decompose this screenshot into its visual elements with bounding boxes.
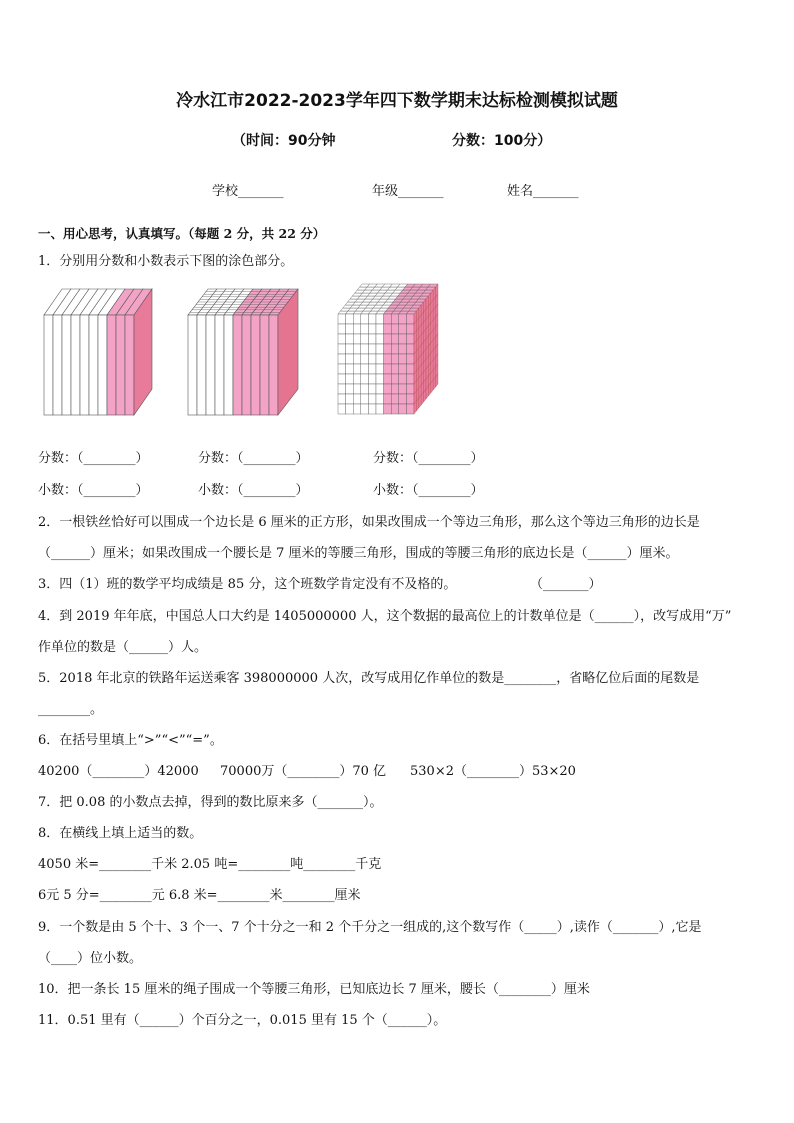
cube-front-cell: [353, 394, 361, 404]
cube-front-cell: [361, 314, 369, 324]
question-6: 6．在括号里填上“>”“<”“=”。: [38, 733, 223, 748]
cube-front-cell: [346, 374, 354, 384]
cube-front-cell: [391, 324, 399, 334]
question-4-line-2[interactable]: 作单位的数是（______）人。: [38, 640, 208, 655]
cube-front-cell: [399, 364, 407, 374]
cube-front-cell: [384, 354, 392, 364]
cube-front-cell: [406, 314, 414, 324]
column-cell: [215, 315, 224, 415]
cube-front-cell: [391, 344, 399, 354]
column-cell: [62, 315, 71, 415]
cube-front-cell: [406, 324, 414, 334]
column-cell: [188, 315, 197, 415]
cube-front-cell: [399, 314, 407, 324]
cube-front-cell: [353, 314, 361, 324]
column-cell: [98, 315, 107, 415]
column-cell: [260, 315, 269, 415]
cube-front-cell: [361, 364, 369, 374]
question-11[interactable]: 11．0.51 里有（______）个百分之一，0.015 里有 15 个（______）。: [38, 1013, 447, 1028]
cube-front-cell: [406, 364, 414, 374]
cube-front-cell: [346, 314, 354, 324]
cube-front-cell: [376, 314, 384, 324]
question-6-item-1[interactable]: 40200（________）42000: [38, 764, 199, 779]
cube-front-cell: [399, 404, 407, 414]
cube-front-cell: [353, 404, 361, 414]
cube-front-cell: [361, 404, 369, 414]
cube-front-cell: [406, 404, 414, 414]
cube-front-cell: [353, 364, 361, 374]
cube-front-cell: [346, 364, 354, 374]
cube-front-cell: [346, 354, 354, 364]
column-cell: [44, 315, 53, 415]
question-3-answer[interactable]: （_______）: [530, 577, 602, 592]
question-3: 3．四（1）班的数学平均成绩是 85 分，这个班数学肯定没有不及格的。: [38, 577, 457, 592]
column-cell: [80, 315, 89, 415]
cube-front-cell: [368, 364, 376, 374]
cube-front-cell: [391, 364, 399, 374]
cube-front-cell: [391, 394, 399, 404]
question-2-line-1: 2．一根铁丝恰好可以围成一个边长是 6 厘米的正方形，如果改围成一个等边三角形，那么这个等边三角形的边长是: [38, 515, 700, 530]
question-7[interactable]: 7．把 0.08 的小数点去掉，得到的数比原来多（_______）。: [38, 795, 383, 810]
column-cell: [125, 315, 134, 415]
cube-front-cell: [361, 374, 369, 384]
cube-front-cell: [391, 354, 399, 364]
cube-front-cell: [353, 384, 361, 394]
cube-front-cell: [384, 404, 392, 414]
cube-front-cell: [368, 324, 376, 334]
column-cell: [224, 315, 233, 415]
question-8: 8．在横线上填上适当的数。: [38, 826, 203, 841]
cube-front-cell: [406, 394, 414, 404]
cube-front-cell: [406, 344, 414, 354]
cube-front-cell: [399, 394, 407, 404]
cube-front-cell: [338, 364, 346, 374]
cube-front-cell: [346, 394, 354, 404]
school-field[interactable]: 学校_______: [212, 184, 284, 199]
question-8-line-1[interactable]: 4050 米=________千米 2.05 吨=________吨________千克: [38, 857, 382, 872]
column-cell: [251, 315, 260, 415]
cube-front-cell: [406, 374, 414, 384]
column-cell: [116, 315, 125, 415]
cube-front-cell: [368, 374, 376, 384]
decimal-answer-2[interactable]: 小数：（________）: [198, 483, 309, 498]
cube-front-cell: [391, 384, 399, 394]
cube-front-cell: [376, 354, 384, 364]
cube-front-cell: [384, 394, 392, 404]
question-9-line-2[interactable]: （____）位小数。: [38, 951, 143, 966]
cube-front-cell: [346, 334, 354, 344]
cube-front-cell: [391, 404, 399, 414]
exam-time: （时间：90分钟: [232, 133, 336, 149]
cube-front-cell: [368, 344, 376, 354]
question-6-item-3[interactable]: 530×2（________）53×20: [410, 764, 576, 779]
cube-front-cell: [361, 344, 369, 354]
cube-front-cell: [361, 384, 369, 394]
question-1: 1．分别用分数和小数表示下图的涂色部分。: [38, 254, 294, 269]
cube-front-cell: [361, 334, 369, 344]
figure-3-thousandths: [334, 280, 444, 420]
question-6-item-2[interactable]: 70000万（________）70 亿: [220, 764, 387, 779]
cube-front-cell: [353, 374, 361, 384]
column-cell: [233, 315, 242, 415]
cube-front-cell: [368, 404, 376, 414]
name-field[interactable]: 姓名_______: [507, 184, 579, 199]
cube-front-cell: [361, 354, 369, 364]
cube-front-cell: [338, 324, 346, 334]
column-cell: [107, 315, 116, 415]
cube-front-cell: [346, 384, 354, 394]
cube-front-cell: [384, 344, 392, 354]
cube-front-cell: [399, 374, 407, 384]
page-title: 冷水江市2022-2023学年四下数学期末达标检测模拟试题: [176, 91, 618, 111]
cube-front-cell: [353, 344, 361, 354]
cube-front-cell: [353, 354, 361, 364]
column-cell: [71, 315, 80, 415]
cube-front-cell: [384, 314, 392, 324]
cube-front-cell: [384, 324, 392, 334]
cube-front-cell: [384, 364, 392, 374]
question-4-line-1[interactable]: 4．到 2019 年年底，中国总人口大约是 1405000000 人，这个数据的最高位上的计数单位是（______），改写成用“万”: [38, 609, 732, 624]
decimal-answer-1[interactable]: 小数：（________）: [38, 483, 149, 498]
question-5-line-1[interactable]: 5．2018 年北京的铁路年运送乘客 398000000 人次，改写成用亿作单位的数是________，省略亿位后面的尾数是: [38, 671, 700, 686]
cube-front-cell: [391, 334, 399, 344]
fraction-answer-3[interactable]: 分数：（________）: [373, 451, 484, 466]
cube-front-cell: [338, 334, 346, 344]
cube-front-cell: [399, 334, 407, 344]
section-heading: 一、用心思考，认真填写。（每题 2 分，共 22 分）: [38, 226, 326, 241]
column-cell: [242, 315, 251, 415]
cube-front-cell: [338, 314, 346, 324]
cube-front-cell: [376, 374, 384, 384]
cube-front-cell: [368, 334, 376, 344]
cube-front-cell: [384, 384, 392, 394]
cube-front-cell: [368, 354, 376, 364]
column-cell: [89, 315, 98, 415]
cube-front-cell: [338, 394, 346, 404]
fraction-answer-1[interactable]: 分数：（________）: [38, 451, 149, 466]
column-cell: [197, 315, 206, 415]
cube-front-cell: [399, 384, 407, 394]
figure-1-tenths: [40, 285, 160, 420]
figure-2-hundredths: [184, 285, 304, 420]
cube-front-cell: [353, 324, 361, 334]
cube-front-cell: [376, 324, 384, 334]
cube-front-cell: [384, 374, 392, 384]
fraction-answer-2[interactable]: 分数：（________）: [198, 451, 309, 466]
cube-front-cell: [399, 324, 407, 334]
grade-field[interactable]: 年级_______: [372, 184, 444, 199]
question-5-line-2[interactable]: ________。: [38, 702, 104, 717]
cube-front-cell: [391, 314, 399, 324]
cube-front-cell: [406, 384, 414, 394]
question-9-line-1[interactable]: 9．一个数是由 5 个十、3 个一、7 个十分之一和 2 个千分之一组成的,这个数写作（_____）,读作（_______）,它是: [38, 920, 702, 935]
cube-front-cell: [368, 394, 376, 404]
column-cell: [53, 315, 62, 415]
column-cell: [206, 315, 215, 415]
cube-front-cell: [338, 404, 346, 414]
cube-front-cell: [361, 324, 369, 334]
cube-front-cell: [376, 404, 384, 414]
cube-front-cell: [361, 394, 369, 404]
cube-front-cell: [406, 354, 414, 364]
cube-front-cell: [353, 334, 361, 344]
cube-front-cell: [376, 344, 384, 354]
cube-front-cell: [399, 344, 407, 354]
cube-front-cell: [368, 314, 376, 324]
cube-front-cell: [338, 384, 346, 394]
cube-front-cell: [376, 364, 384, 374]
cube-front-cell: [368, 384, 376, 394]
cube-front-cell: [346, 404, 354, 414]
exam-score: 分数：100分）: [452, 133, 552, 149]
cube-front-cell: [376, 394, 384, 404]
cube-front-cell: [399, 354, 407, 364]
question-10[interactable]: 10．把一条长 15 厘米的绳子围成一个等腰三角形，已知底边长 7 厘米，腰长（________）厘米: [38, 982, 590, 997]
cube-front-cell: [376, 334, 384, 344]
cube-front-cell: [338, 354, 346, 364]
question-2-line-2[interactable]: （______）厘米；如果改围成一个腰长是 7 厘米的等腰三角形，围成的等腰三角形的底边长是（______）厘米。: [38, 546, 679, 561]
cube-front-cell: [384, 334, 392, 344]
cube-front-cell: [338, 374, 346, 384]
column-cell: [269, 315, 278, 415]
cube-front-cell: [346, 344, 354, 354]
cube-front-cell: [376, 384, 384, 394]
cube-front-cell: [338, 344, 346, 354]
question-8-line-2[interactable]: 6元 5 分=________元 6.8 米=________米________厘米: [38, 888, 361, 903]
cube-front-cell: [391, 374, 399, 384]
cube-front-cell: [346, 324, 354, 334]
cube-front-cell: [406, 334, 414, 344]
decimal-answer-3[interactable]: 小数：（________）: [373, 483, 484, 498]
